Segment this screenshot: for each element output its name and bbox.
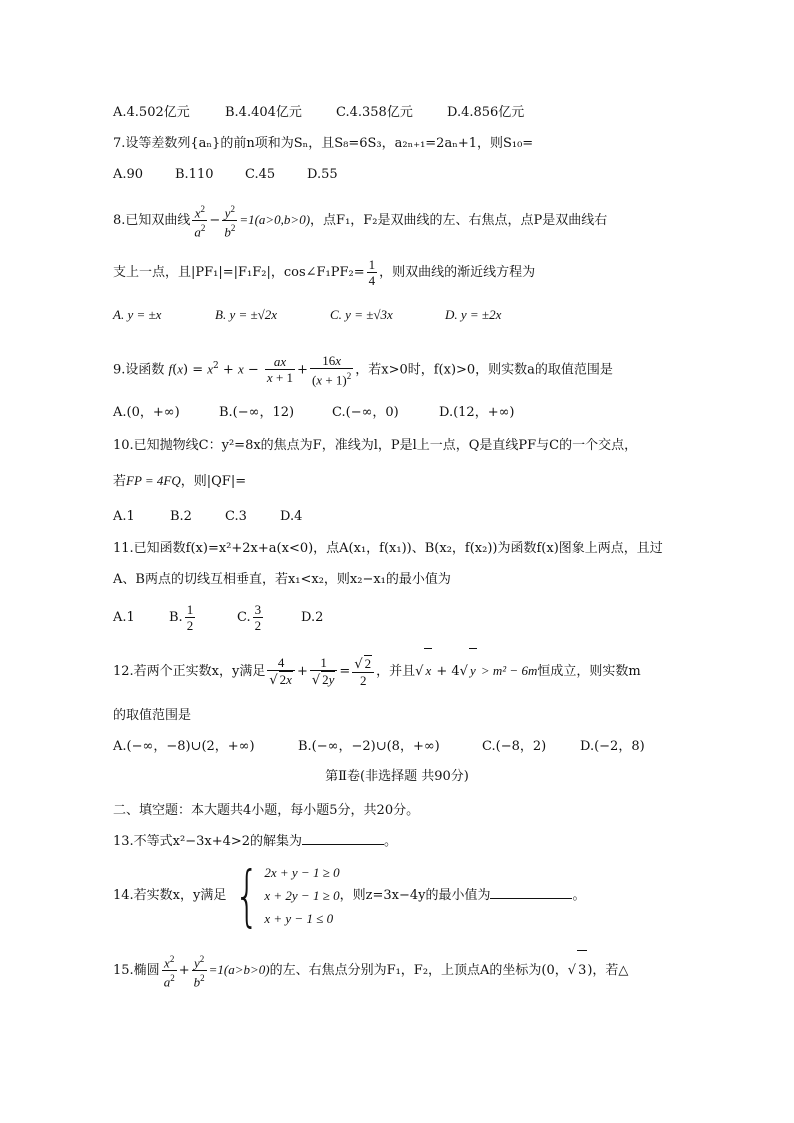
q10-line2-suffix: ，则|QF|=: [180, 474, 247, 489]
q12-options: [113, 738, 645, 756]
q9-line1: 9.设函数 $f(x) = x^2 + x$ − $\frac{ax}{x + 1}$ + $\frac{16x}{(x + 1)^2}$ ，若x>0时，f(x)>0，则实数a的取值范围是: [113, 352, 613, 387]
q13: [113, 832, 397, 851]
q15-end: )，若△: [587, 963, 629, 978]
q8-suffix: ，点F₁，F₂是双曲线的左、右焦点，点P是双曲线右: [310, 213, 608, 228]
q12-inequality: > m² − 6m: [480, 663, 538, 678]
q15-suffix: 的左、右焦点分别为F₁，F₂，上顶点A的坐标为(0，: [269, 963, 568, 978]
q8-line2-prefix: 支上一点，且|PF₁|=|F₁F₂|，cos∠F₁PF₂=: [113, 265, 365, 280]
q12-prefix: 12.若两个正实数x，y满足: [113, 664, 266, 679]
q12-frac-1: $\frac{4}{√ 2x}$: [267, 655, 295, 688]
q12-frac-2: $\frac{1}{√ 2y}$: [310, 655, 338, 688]
q14-constraint-1: 2x + y − 1 ≥ 0: [264, 865, 340, 880]
q11-line2: A、B两点的切线互相垂直，若x₁<x₂，则x₂−x₁的最小值为: [113, 572, 451, 587]
q9-option-b: B.(−∞，12): [219, 405, 295, 420]
q9-function: f: [168, 361, 173, 377]
q9-option-d: D.(12，+∞): [439, 405, 515, 420]
q9-prefix: 9.设函数: [113, 362, 165, 378]
q8-line2: [113, 253, 535, 293]
part2-title: 第Ⅱ卷(非选择题 共90分): [325, 769, 469, 784]
q9-suffix: ，若x>0时，f(x)>0，则实数a的取值范围是: [355, 362, 613, 378]
q12-middle: ，并且: [376, 664, 416, 679]
q13-prefix: 13.不等式x²−3x+4>2的解集为: [113, 834, 303, 849]
q9-option-a: A.(0，+∞): [113, 405, 180, 420]
q7-option-c: C.45: [245, 167, 276, 182]
section2-heading: 二、填空题：本大题共4小题，每小题5分，共20分。: [113, 803, 420, 818]
q14-system: [264, 861, 339, 930]
q8-line2-suffix: ，则双曲线的渐近线方程为: [379, 265, 536, 280]
q7-text: 7.设等差数列{aₙ}的前n项和为Sₙ，且S₈=6S₃，a₂ₙ₊₁=2aₙ+1，则S₁₀=: [113, 136, 534, 151]
q8-condition: =1(a>0,b>0): [239, 212, 311, 227]
q10-line2: [113, 472, 246, 491]
q15-frac-x: $\frac{x^2}{a^2}$: [163, 953, 175, 990]
q12-option-b: B.(−∞，−2)∪(8，+∞): [298, 739, 440, 754]
q8-option-b: B. y = ±√2x: [215, 307, 278, 322]
q14-answer-blank[interactable]: [490, 886, 572, 899]
q14-suffix: ，则z=3x−4y的最小值为: [339, 888, 491, 903]
q12-line1: 12.若两个正实数x，y满足 $\frac{4}{√ 2x}$ + $\frac{1}{√ 2y}$ = $\frac{√ 2}{2}$ ，并且√ x + 4√ y > m² − 6m恒成立，则实数m: [113, 648, 641, 694]
q8-line1: 8.已知双曲线 $\frac{x^2}{a^2}$ − $\frac{y^2}{b^2}$ =1(a>0,b>0)，点F₁，F₂是双曲线的左、右焦点，点P是双曲线右: [113, 203, 608, 240]
q8-frac-cos: $\frac{1}{4}$: [368, 257, 376, 288]
q9-frac-2: $\frac{16x}{(x + 1)^2}$: [311, 352, 352, 387]
q14-brace: {: [234, 856, 260, 934]
q12-option-d: D.(−2，8): [580, 739, 645, 754]
q9-frac-1: $\frac{ax}{x + 1}$: [266, 354, 294, 386]
q12-option-a: A.(−∞，−8)∪(2，+∞): [113, 739, 255, 754]
q10-option-a: A.1: [113, 509, 135, 524]
q14-prefix: 14.若实数x，y满足: [113, 888, 227, 903]
q10-option-c: C.3: [225, 509, 247, 524]
q8-option-c: C. y = ±√3x: [330, 307, 393, 322]
q12-frac-3: $\frac{√ 2}{2}$: [352, 655, 374, 688]
q12-suffix: 恒成立，则实数m: [537, 664, 641, 679]
q7-option-a: A.90: [113, 167, 144, 182]
q15-frac-y: $\frac{y^2}{b^2}$: [193, 953, 205, 990]
q10-option-b: B.2: [170, 509, 192, 524]
q7-option-b: B.110: [175, 167, 214, 182]
q14: [113, 856, 586, 934]
q10-line1: 10.已知抛物线C：y²=8x的焦点为F，准线为l，P是l上一点，Q是直线PF与C的一个交点，: [113, 438, 638, 453]
q6-option-b: B.4.404亿元: [225, 105, 302, 120]
q8-options: [113, 306, 501, 325]
q8-frac-y: $\frac{y^2}{b^2}$: [224, 203, 236, 240]
q7-options: [113, 166, 338, 184]
q6-option-d: D.4.856亿元: [447, 105, 525, 120]
q12-option-c: C.(−8，2): [482, 739, 547, 754]
q13-suffix: 。: [384, 834, 398, 849]
q13-answer-blank[interactable]: [302, 832, 384, 845]
q15: 15.椭圆 $\frac{x^2}{a^2}$ + $\frac{y^2}{b^2}$ =1(a>b>0)的左、右焦点分别为F₁，F₂，上顶点A的坐标为(0，√ 3)，若△: [113, 950, 628, 991]
q6-option-c: C.4.358亿元: [336, 105, 413, 120]
q14-constraint-2: x + 2y − 1 ≥ 0: [264, 888, 340, 903]
q11-option-a: A.1: [113, 610, 135, 625]
q15-condition: =1(a>b>0): [208, 962, 270, 977]
q11-option-d: D.2: [301, 610, 324, 625]
q11-option-c: C. $\frac{3}{2}$: [237, 602, 262, 633]
q10-option-d: D.4: [280, 509, 303, 524]
q6-options: [113, 104, 524, 122]
q11-options: [113, 598, 323, 638]
q14-constraint-3: x + y − 1 ≤ 0: [264, 911, 334, 926]
q14-end: 。: [572, 888, 586, 903]
q11-line1: 11.已知函数f(x)=x²+2x+a(x<0)，点A(x₁，f(x₁))、B(x₂，f(x₂))为函数f(x)图象上两点，且过: [113, 541, 663, 556]
q8-frac-x: $\frac{x^2}{a^2}$: [194, 203, 206, 240]
q15-prefix: 15.椭圆: [113, 963, 160, 978]
q7-option-d: D.55: [307, 167, 338, 182]
q10-line2-prefix: 若: [113, 474, 127, 489]
q8-option-a: A. y = ±x: [113, 307, 162, 322]
q10-vector-equation: FP = 4FQ: [126, 473, 181, 488]
q6-option-a: A.4.502亿元: [113, 105, 190, 120]
q8-option-d: D. y = ±2x: [445, 307, 502, 322]
q9-option-c: C.(−∞，0): [332, 405, 399, 420]
q9-options: [113, 404, 515, 422]
q12-line2: 的取值范围是: [113, 708, 192, 723]
q10-options: [113, 508, 302, 526]
q11-option-b: B. $\frac{1}{2}$: [169, 602, 194, 633]
q8-prefix: 8.已知双曲线: [113, 213, 191, 228]
